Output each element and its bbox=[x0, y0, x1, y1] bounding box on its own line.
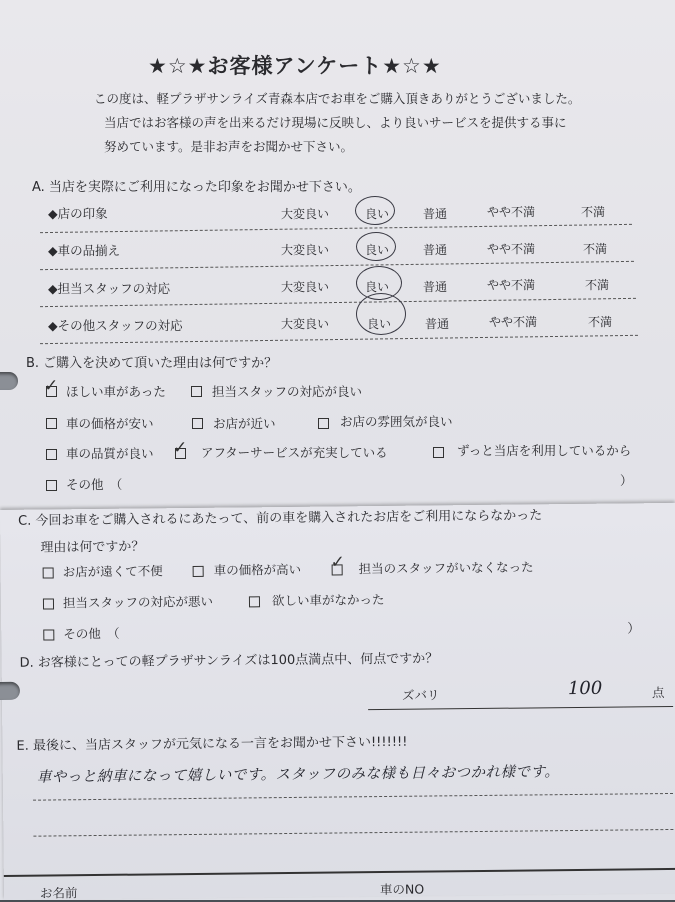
checkbox[interactable] bbox=[43, 567, 54, 578]
option-store-far: お店が遠くて不便 bbox=[62, 563, 163, 580]
selected-circle bbox=[356, 232, 396, 261]
option-regular-customer: ずっと当店を利用しているから bbox=[457, 443, 632, 458]
row-label-assigned-staff: ◆担当スタッフの対応 bbox=[48, 281, 171, 296]
row-divider bbox=[40, 261, 634, 270]
survey-sheet-lower bbox=[0, 503, 675, 900]
checkbox[interactable] bbox=[249, 596, 260, 607]
row-label-other-staff: ◆その他スタッフの対応 bbox=[48, 318, 183, 333]
binder-hole bbox=[0, 372, 18, 390]
section-c-heading-2: 理由は何ですか？ bbox=[40, 539, 145, 556]
row-label-lineup: ◆車の品揃え bbox=[48, 243, 121, 258]
option-store-near: お店が近い bbox=[213, 416, 276, 431]
row-divider bbox=[40, 224, 632, 233]
checkbox[interactable] bbox=[43, 598, 54, 609]
section-c-heading: C. 今回お車をご購入されるにあたって、前の車を購入されたお店をご利用にならなかった bbox=[18, 508, 543, 529]
score-prefix: ズバリ bbox=[401, 687, 440, 703]
rating-unsatisfied[interactable]: 不満 bbox=[585, 278, 610, 292]
row-label-store: ◆店の印象 bbox=[48, 206, 108, 221]
option-cheap-price: 車の価格が安い bbox=[66, 416, 154, 431]
option-price-high: 車の価格が高い bbox=[213, 561, 302, 578]
score-value[interactable]: 100 bbox=[567, 677, 603, 700]
option-other: その他 （ bbox=[66, 477, 123, 492]
checkbox[interactable] bbox=[46, 418, 57, 429]
intro-line-3: 努めています。是非お声をお聞かせ下さい。 bbox=[104, 139, 354, 154]
section-e-heading: E. 最後に、当店スタッフが元気になる一言をお聞かせ下さい!!!!!!! bbox=[16, 734, 408, 754]
checkbox[interactable] bbox=[318, 418, 329, 429]
rating-very-good[interactable]: 大変良い bbox=[281, 207, 330, 221]
option-quality: 車の品質が良い bbox=[66, 446, 154, 461]
rating-slightly-unsatisfied[interactable]: やや不満 bbox=[487, 278, 536, 292]
footer-car-no-label: 車のNO bbox=[379, 881, 425, 898]
option-staff-good: 担当スタッフの対応が良い bbox=[212, 384, 363, 399]
check-mark-icon: ✓ bbox=[330, 552, 345, 573]
comment-answer[interactable]: 車やっと納車になって嬉しいです。スタッフのみな様も日々おつかれ様です。 bbox=[36, 764, 560, 786]
rating-very-good[interactable]: 大変良い bbox=[281, 317, 330, 331]
rating-very-good[interactable]: 大変良い bbox=[281, 280, 330, 294]
checkbox[interactable] bbox=[43, 629, 54, 640]
check-mark-icon: ✓ bbox=[44, 376, 59, 396]
option-no-car: 欲しい車がなかった bbox=[271, 591, 385, 609]
footer-name-label: お名前 bbox=[39, 885, 78, 901]
rating-very-good[interactable]: 大変良い bbox=[281, 243, 330, 257]
checkbox[interactable] bbox=[193, 566, 204, 577]
rating-unsatisfied[interactable]: 不満 bbox=[588, 315, 613, 329]
rating-average[interactable]: 普通 bbox=[423, 243, 448, 257]
row-divider bbox=[40, 298, 636, 307]
score-unit: 点 bbox=[651, 685, 665, 701]
checkbox[interactable] bbox=[192, 418, 203, 429]
checkbox[interactable] bbox=[191, 386, 202, 397]
score-underline bbox=[368, 706, 673, 710]
checkbox[interactable] bbox=[433, 447, 444, 458]
selected-circle bbox=[355, 196, 395, 225]
comment-line bbox=[33, 829, 673, 837]
section-d-heading: D. お客様にとっての軽プラザサンライズは100点満点中、何点ですか？ bbox=[19, 651, 439, 671]
rating-unsatisfied[interactable]: 不満 bbox=[583, 242, 608, 256]
row-divider bbox=[40, 335, 638, 344]
option-other: その他 （ bbox=[63, 625, 120, 642]
rating-good[interactable]: 良い bbox=[365, 207, 390, 221]
intro-line-2: 当店ではお客様の声を出来るだけ現場に反映し、より良いサービスを提供する事に bbox=[104, 115, 567, 130]
option-wanted-car: ほしい車があった bbox=[66, 384, 166, 399]
comment-line bbox=[33, 793, 673, 801]
check-mark-icon: ✓ bbox=[173, 438, 188, 458]
option-staff-left: 担当のスタッフがいなくなった bbox=[358, 559, 534, 577]
option-after-service: アフターサービスが充実している bbox=[201, 445, 388, 460]
binder-hole bbox=[0, 682, 20, 700]
option-staff-bad: 担当スタッフの対応が悪い bbox=[62, 593, 214, 611]
rating-good[interactable]: 良い bbox=[365, 243, 390, 257]
rating-unsatisfied[interactable]: 不満 bbox=[581, 205, 606, 219]
rating-slightly-unsatisfied[interactable]: やや不満 bbox=[489, 315, 538, 329]
checkbox[interactable] bbox=[46, 449, 57, 460]
rating-average[interactable]: 普通 bbox=[423, 280, 448, 294]
footer-rule bbox=[4, 868, 675, 877]
rating-average[interactable]: 普通 bbox=[425, 317, 450, 331]
checkbox[interactable] bbox=[46, 480, 57, 491]
rating-good[interactable]: 良い bbox=[367, 317, 392, 331]
intro-line-1: この度は、軽プラザサンライズ青森本店でお車をご購入頂きありがとうございました。 bbox=[94, 91, 581, 106]
other-close-paren: ） bbox=[620, 473, 633, 488]
rating-slightly-unsatisfied[interactable]: やや不満 bbox=[487, 205, 536, 219]
rating-good[interactable]: 良い bbox=[365, 280, 390, 294]
rating-slightly-unsatisfied[interactable]: やや不満 bbox=[487, 242, 536, 256]
option-atmosphere: お店の雰囲気が良い bbox=[340, 414, 453, 429]
rating-average[interactable]: 普通 bbox=[423, 207, 448, 221]
other-close-paren: ） bbox=[627, 620, 640, 636]
survey-title: ★☆★お客様アンケート★☆★ bbox=[148, 54, 442, 78]
section-b-heading: B. ご購入を決めて頂いた理由は何ですか？ bbox=[26, 356, 278, 371]
section-a-heading: A. 当店を実際にご利用になった印象をお聞かせ下さい。 bbox=[32, 180, 361, 195]
selected-circle bbox=[356, 293, 406, 335]
